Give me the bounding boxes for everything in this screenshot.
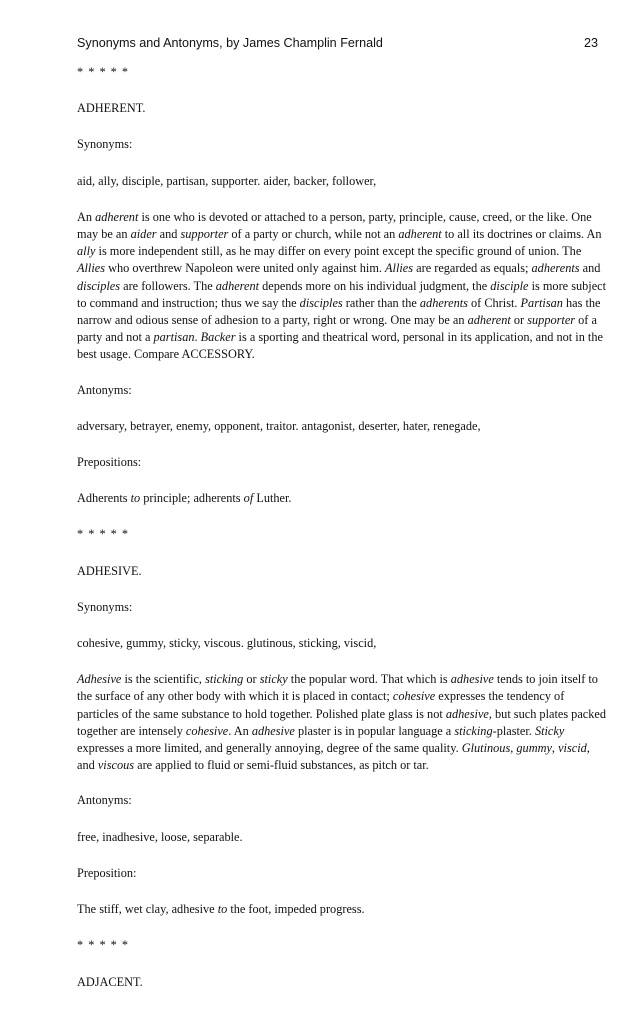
synonyms-list: aid, ally, disciple, partisan, supporter. aider, backer, follower,	[77, 173, 377, 188]
italic-term: adherents	[531, 261, 580, 276]
entry-separator: * * * * *	[77, 527, 130, 542]
italic-term: aider	[130, 227, 157, 242]
discussion-paragraph: An adherent is one who is devoted or attached to a person, party, principle, cause, creed, or the like. One may be an aider and supporter of a party or church, while not an adherent to all its doctrines or claims. An ally is more independent still, as he may differ on every point except the specific ground of union. The Allies who overthrew Napoleon were united only against him. Allies are regarded as equals; adherents and disciples are followers. The adherent depends more on his individual judgment, the disciple is more subject to command and instruction; thus we say the disciples rather than the adherents of Christ. Partisan has the narrow and odious sense of adhesion to a party, right or wrong. One may be an adherent or supporter of a party and not a partisan. Backer is a sporting and theatrical word, personal in its application, and not in the best usage. Compare ACCESSORY.	[77, 209, 607, 362]
antonyms-heading: Antonyms:	[77, 793, 132, 808]
discussion-paragraph: Adhesive is the scientific, sticking or sticky the popular word. That which is adhesive tends to join itself to the surface of any other body with which it is placed in contact; cohesive expresses the tendency of particles of the same substance to hold together. Polished plate glass is not adhesive, but such plates packed together are intensely cohesive. An adhesive plaster is in popular language a sticking-plaster. Sticky expresses a more limited, and generally annoying, degree of the same quality. Glutinous, gummy, viscid, and viscous are applied to fluid or semi-fluid substances, as pitch or tar.	[77, 672, 607, 773]
italic-term: adherent	[467, 313, 511, 328]
italic-term: viscous	[97, 758, 135, 773]
italic-term: viscid	[558, 741, 587, 756]
italic-term: of	[243, 491, 254, 506]
page-header	[77, 36, 598, 50]
italic-term: adhesive	[450, 672, 494, 687]
italic-term: Partisan	[520, 295, 563, 310]
prepositions-example: Adherents to principle; adherents of Luther.	[77, 491, 292, 506]
page-body	[77, 64, 607, 1010]
italic-term: adherent	[215, 278, 260, 293]
headword-adjacent: ADJACENT.	[77, 974, 143, 989]
italic-term: disciple	[490, 278, 529, 293]
italic-term: sticky	[259, 672, 288, 687]
italic-term: adhesive	[251, 723, 295, 738]
headword-adherent: ADHERENT.	[77, 101, 146, 116]
italic-term: ally	[77, 244, 96, 259]
italic-term: disciples	[299, 295, 343, 310]
italic-term: adherents	[419, 295, 468, 310]
headword-adhesive: ADHESIVE.	[77, 563, 142, 578]
preposition-example: The stiff, wet clay, adhesive to the foot, impeded progress.	[77, 902, 365, 917]
italic-term: adherent	[398, 227, 442, 242]
italic-term: adhesive	[445, 706, 489, 721]
italic-term: to	[217, 902, 228, 917]
entry-separator: * * * * *	[77, 65, 130, 79]
italic-term: Glutinous	[461, 741, 511, 756]
italic-term: Backer	[200, 330, 236, 345]
italic-term: Allies	[385, 261, 414, 276]
antonyms-list: free, inadhesive, loose, separable.	[77, 829, 243, 844]
italic-term: cohesive	[392, 689, 436, 704]
italic-term: disciples	[77, 278, 121, 293]
antonyms-heading: Antonyms:	[77, 382, 132, 397]
italic-term: adherent	[95, 209, 139, 224]
preposition-heading: Preposition:	[77, 865, 137, 880]
italic-term: to	[130, 491, 141, 506]
running-title: Synonyms and Antonyms, by James Champlin Fernald	[77, 36, 383, 50]
antonyms-list: adversary, betrayer, enemy, opponent, traitor. antagonist, deserter, hater, renegade,	[77, 418, 481, 433]
italic-term: Sticky	[534, 723, 565, 738]
italic-term: Adhesive	[77, 672, 122, 687]
synonyms-heading: Synonyms:	[77, 137, 133, 152]
entry-separator: * * * * *	[77, 938, 130, 953]
page-number: 23	[583, 36, 598, 50]
prepositions-heading: Prepositions:	[77, 455, 142, 470]
italic-term: supporter	[527, 313, 576, 328]
synonyms-heading: Synonyms:	[77, 599, 133, 614]
italic-term: Allies	[77, 261, 106, 276]
italic-term: sticking	[454, 723, 493, 738]
italic-term: sticking	[205, 672, 244, 687]
italic-term: gummy	[516, 741, 552, 756]
italic-term: cohesive	[185, 723, 229, 738]
italic-term: supporter	[180, 227, 229, 242]
italic-term: partisan	[153, 330, 195, 345]
synonyms-list: cohesive, gummy, sticky, viscous. glutinous, sticking, viscid,	[77, 636, 377, 651]
